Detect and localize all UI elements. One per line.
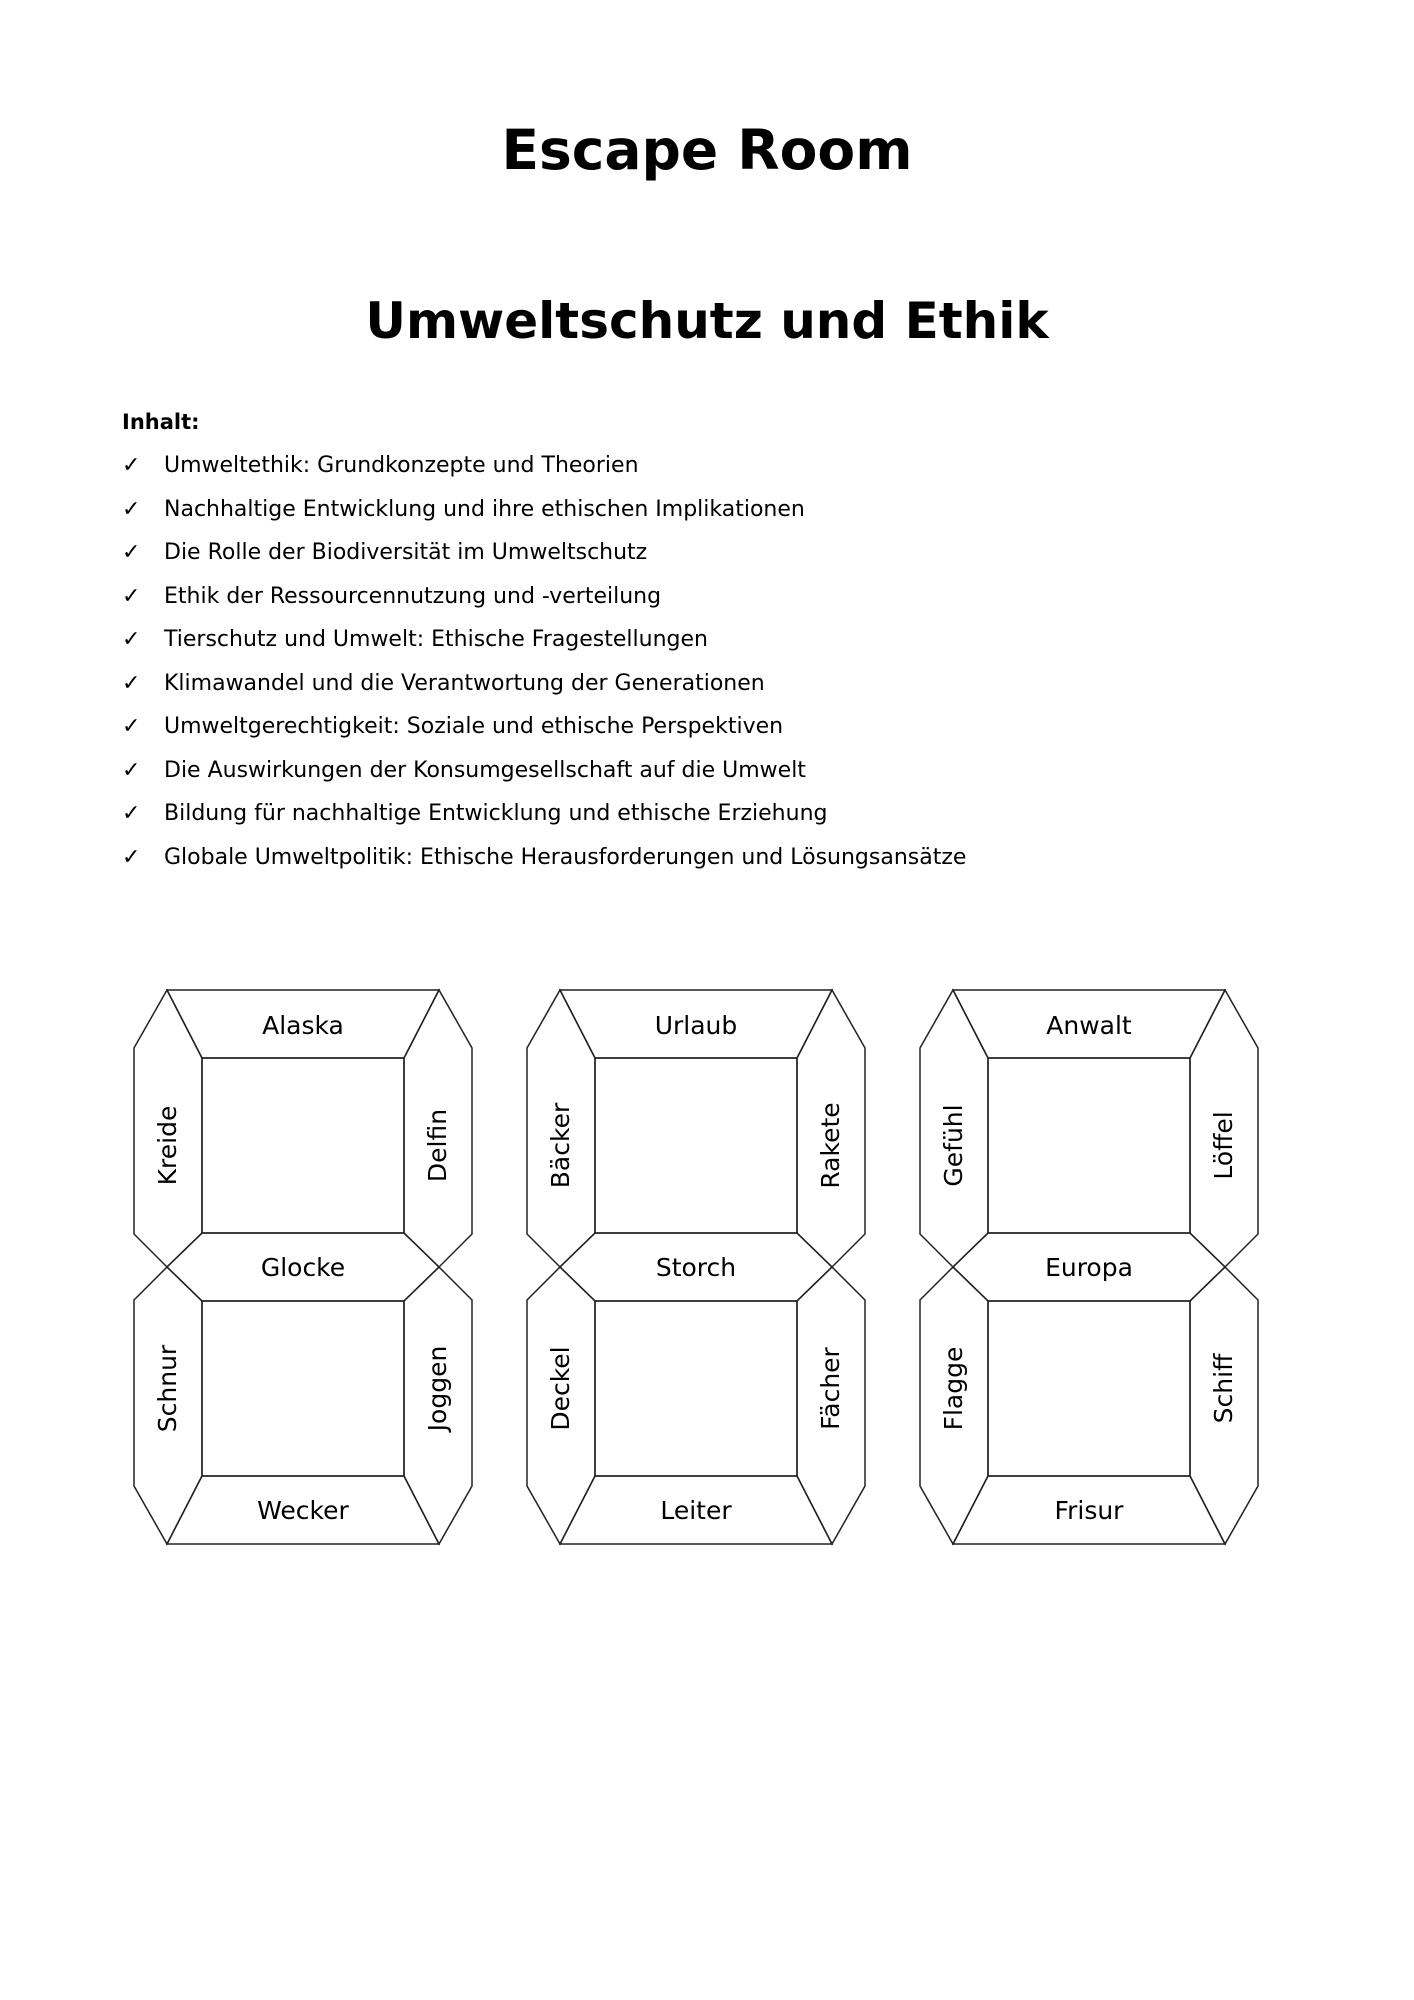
segment-label-lower-right: Fächer: [816, 1347, 845, 1430]
segment-label-lower-right: Schiff: [1209, 1353, 1238, 1424]
segment-label-bottom: Frisur: [1054, 1496, 1124, 1525]
check-icon: ✓: [122, 757, 141, 783]
list-item-text: Ethik der Ressourcennutzung und -verteilung: [164, 583, 662, 609]
check-icon: ✓: [122, 453, 141, 478]
check-icon: ✓: [122, 714, 141, 739]
check-icon: ✓: [122, 496, 141, 522]
list-item-text: Nachhaltige Entwicklung und ihre ethischen Implikationen: [164, 496, 805, 522]
segment-label-upper-left: Gefühl: [939, 1104, 968, 1187]
segment-label-middle: Europa: [1045, 1253, 1133, 1282]
inner-box-lower: [595, 1301, 797, 1476]
segment-label-bottom: Leiter: [660, 1496, 732, 1525]
segment-label-lower-left: Deckel: [546, 1346, 575, 1431]
check-icon: ✓: [122, 540, 141, 565]
segment-label-upper-right: Rakete: [816, 1102, 845, 1189]
segment-label-upper-right: Delfin: [423, 1108, 452, 1183]
check-icon: ✓: [122, 844, 141, 870]
check-icon: ✓: [122, 583, 141, 609]
list-item-text: Klimawandel und die Verantwortung der Generationen: [164, 670, 765, 696]
list-item-text: Die Rolle der Biodiversität im Umweltschutz: [164, 540, 648, 565]
inner-box-upper: [595, 1058, 797, 1233]
digit-frame: [920, 990, 1258, 1544]
inner-box-upper: [202, 1058, 404, 1233]
check-icon: ✓: [122, 801, 141, 826]
segment-label-top: Anwalt: [1046, 1011, 1132, 1040]
segment-label-top: Alaska: [262, 1011, 344, 1040]
page-title: Escape Room: [501, 118, 913, 182]
segment-label-bottom: Wecker: [257, 1496, 349, 1525]
list-item-text: Globale Umweltpolitik: Ethische Herausforderungen und Lösungsansätze: [164, 844, 967, 870]
digit-frame: [134, 990, 472, 1544]
segment-label-lower-right: Joggen: [423, 1345, 452, 1432]
list-item-text: Tierschutz und Umwelt: Ethische Fragestellungen: [164, 627, 708, 652]
inner-box-lower: [988, 1301, 1190, 1476]
segment-label-middle: Glocke: [260, 1253, 346, 1282]
segment-label-upper-right: Löffel: [1209, 1111, 1238, 1180]
list-item-text: Umweltgerechtigkeit: Soziale und ethische Perspektiven: [164, 714, 784, 739]
list-item-text: Umweltethik: Grundkonzepte und Theorien: [164, 453, 639, 478]
check-icon: ✓: [122, 670, 141, 696]
segment-label-top: Urlaub: [654, 1011, 738, 1040]
segment-label-upper-left: Bäcker: [546, 1102, 575, 1189]
segment-label-lower-left: Schnur: [153, 1344, 182, 1433]
inner-box-upper: [988, 1058, 1190, 1233]
inner-box-lower: [202, 1301, 404, 1476]
digit-frame: [527, 990, 865, 1544]
page-subtitle: Umweltschutz und Ethik: [365, 292, 1049, 350]
check-icon: ✓: [122, 627, 141, 652]
list-item-text: Die Auswirkungen der Konsumgesellschaft auf die Umwelt: [164, 757, 806, 783]
segment-label-lower-left: Flagge: [939, 1346, 968, 1431]
contents-heading: Inhalt:: [122, 410, 200, 434]
segment-label-upper-left: Kreide: [153, 1105, 182, 1186]
segment-label-middle: Storch: [655, 1253, 737, 1282]
list-item-text: Bildung für nachhaltige Entwicklung und ethische Erziehung: [164, 801, 828, 826]
